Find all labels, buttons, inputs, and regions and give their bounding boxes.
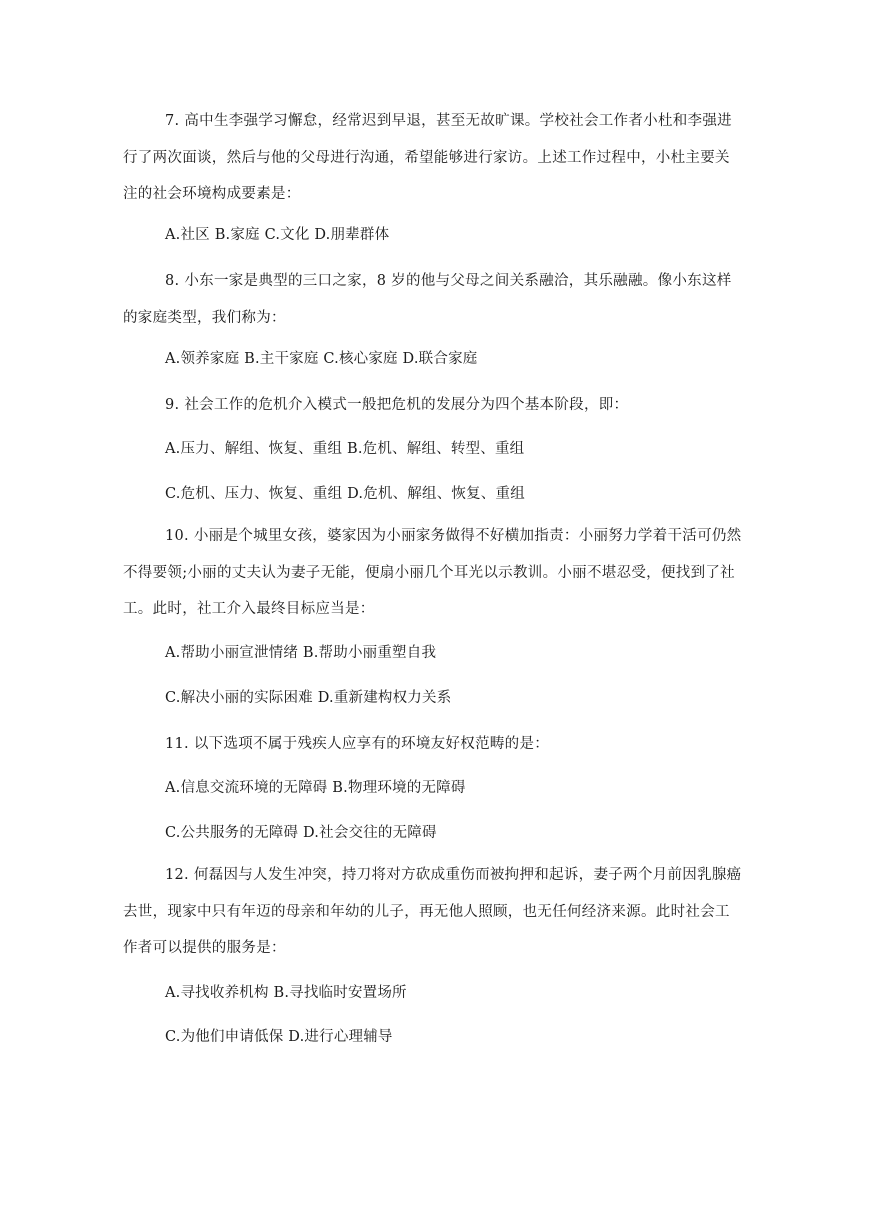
- question-9-options-line-1: A.压力、解组、恢复、重组 B.危机、解组、转型、重组: [165, 441, 525, 457]
- question-8-stem: 8. 小东一家是典型的三口之家，8 岁的他与父母之间关系融洽，其乐融融。像小东这样的家庭类型，我们称为：: [123, 273, 732, 326]
- question-10-options-line-1: A.帮助小丽宣泄情绪 B.帮助小丽重塑自我: [165, 645, 437, 661]
- question-12-options-line-2: C.为他们申请低保 D.进行心理辅导: [165, 1029, 393, 1045]
- question-9-stem: 9. 社会工作的危机介入模式一般把危机的发展分为四个基本阶段，即：: [165, 397, 629, 413]
- question-7-options: A.社区 B.家庭 C.文化 D.朋辈群体: [165, 227, 390, 243]
- question-12-options-line-1: A.寻找收养机构 B.寻找临时安置场所: [165, 985, 407, 1001]
- question-7-stem: 7. 高中生李强学习懈怠，经常迟到早退，甚至无故旷课。学校社会工作者小杜和李强进行了两次面谈，然后与他的父母进行沟通，希望能够进行家访。上述工作过程中，小杜主要关注的社会环境构成要素是：: [123, 113, 732, 202]
- question-10-stem: 10. 小丽是个城里女孩，婆家因为小丽家务做得不好横加指责：小丽努力学着干活可仍然不得要领;小丽的丈夫认为妻子无能，便扇小丽几个耳光以示教训。小丽不堪忍受，便找到了社工。此时，社工介入最终目标应当是：: [123, 528, 742, 617]
- question-9-options-line-2: C.危机、压力、恢复、重组 D.危机、解组、恢复、重组: [165, 486, 525, 502]
- question-8-options: A.领养家庭 B.主干家庭 C.核心家庭 D.联合家庭: [165, 351, 478, 367]
- question-12-stem: 12. 何磊因与人发生冲突，持刀将对方砍成重伤而被拘押和起诉，妻子两个月前因乳腺癌去世，现家中只有年迈的母亲和年幼的儿子，再无他人照顾，也无任何经济来源。此时社会工作者可以提供的服务是：: [123, 867, 742, 956]
- question-11-options-line-1: A.信息交流环境的无障碍 B.物理环境的无障碍: [165, 780, 466, 796]
- question-10-options-line-2: C.解决小丽的实际困难 D.重新建构权力关系: [165, 690, 452, 706]
- question-11-stem: 11. 以下选项不属于残疾人应享有的环境友好权范畴的是：: [165, 736, 550, 752]
- question-11-options-line-2: C.公共服务的无障碍 D.社会交往的无障碍: [165, 825, 437, 841]
